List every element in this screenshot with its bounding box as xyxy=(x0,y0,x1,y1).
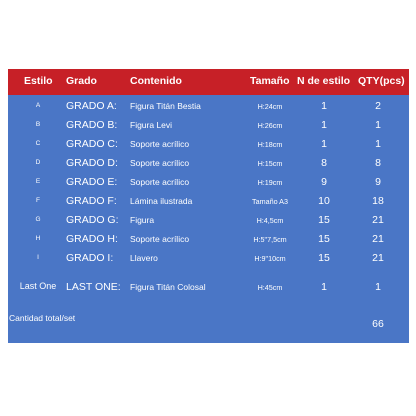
cell-tamano: H:45cm xyxy=(257,283,283,292)
cell-qty: 9 xyxy=(375,176,381,188)
cell-contenido: Figura Titán Bestia xyxy=(130,101,201,111)
cell-n-estilo: 15 xyxy=(318,214,330,226)
cell-qty: 21 xyxy=(372,252,384,264)
header-estilo: Estilo xyxy=(24,75,53,87)
cell-grado: GRADO F: xyxy=(66,195,117,207)
cell-qty: 18 xyxy=(372,195,384,207)
header-qty: QTY(pcs) xyxy=(358,75,405,87)
cell-tamano: Tamaño A3 xyxy=(252,197,288,206)
cell-qty: 1 xyxy=(375,119,381,131)
total-value: 66 xyxy=(372,318,384,330)
cell-contenido: Soporte acrílico xyxy=(130,158,190,168)
cell-estilo: B xyxy=(35,121,41,128)
cell-contenido: Lámina ilustrada xyxy=(130,196,193,206)
cell-contenido: Llavero xyxy=(130,253,158,263)
cell-contenido: Soporte acrílico xyxy=(130,177,190,187)
header-tamano: Tamaño xyxy=(250,75,290,87)
cell-grado: GRADO E: xyxy=(66,176,118,188)
cell-tamano: H:5"7,5cm xyxy=(253,235,287,244)
cell-estilo: Last One xyxy=(19,281,57,291)
cell-qty: 2 xyxy=(375,100,381,112)
cell-grado: GRADO I: xyxy=(66,252,114,264)
cell-tamano: H:26cm xyxy=(257,121,283,130)
cell-n-estilo: 1 xyxy=(321,281,327,293)
cell-qty: 8 xyxy=(375,157,381,169)
cell-qty: 1 xyxy=(375,281,381,293)
cell-tamano: H:9"10cm xyxy=(254,254,286,263)
cell-contenido: Figura Levi xyxy=(130,120,173,130)
header-n-estilo: N de estilo xyxy=(297,75,351,87)
cell-grado: GRADO G: xyxy=(66,214,119,226)
cell-contenido: Soporte acrílico xyxy=(130,234,190,244)
cell-qty: 1 xyxy=(375,138,381,150)
item-table xyxy=(8,69,409,343)
cell-n-estilo: 1 xyxy=(321,100,327,112)
cell-grado: GRADO D: xyxy=(66,157,118,169)
cell-estilo: F xyxy=(36,197,40,204)
cell-n-estilo: 15 xyxy=(318,233,330,245)
cell-grado: GRADO H: xyxy=(66,233,118,245)
cell-grado: GRADO A: xyxy=(66,100,117,112)
cell-grado: GRADO C: xyxy=(66,138,118,150)
cell-estilo: C xyxy=(35,140,41,147)
cell-contenido: Figura xyxy=(130,215,155,225)
cell-estilo: A xyxy=(35,102,41,109)
cell-tamano: H:4,5cm xyxy=(256,216,284,225)
cell-contenido: Figura Titán Colosal xyxy=(130,282,206,292)
cell-estilo: G xyxy=(35,216,41,223)
cell-estilo: E xyxy=(35,178,41,185)
cell-estilo: H xyxy=(35,235,41,242)
cell-qty: 21 xyxy=(372,233,384,245)
cell-estilo: I xyxy=(37,254,39,261)
header-contenido: Contenido xyxy=(130,75,182,87)
cell-qty: 21 xyxy=(372,214,384,226)
cell-tamano: H:24cm xyxy=(257,102,283,111)
cell-tamano: H:19cm xyxy=(257,178,283,187)
cell-n-estilo: 15 xyxy=(318,252,330,264)
cell-estilo: D xyxy=(35,159,41,166)
cell-tamano: H:15cm xyxy=(257,159,283,168)
cell-tamano: H:18cm xyxy=(257,140,283,149)
cell-grado: LAST ONE: xyxy=(66,281,121,293)
cell-contenido: Soporte acrílico xyxy=(130,139,190,149)
table-header-row xyxy=(8,69,409,95)
cell-n-estilo: 1 xyxy=(321,119,327,131)
cell-n-estilo: 1 xyxy=(321,138,327,150)
header-grado: Grado xyxy=(66,75,97,87)
total-label: Cantidad total/set xyxy=(9,313,76,323)
cell-n-estilo: 10 xyxy=(318,195,330,207)
cell-n-estilo: 8 xyxy=(321,157,327,169)
cell-n-estilo: 9 xyxy=(321,176,327,188)
cell-grado: GRADO B: xyxy=(66,119,118,131)
